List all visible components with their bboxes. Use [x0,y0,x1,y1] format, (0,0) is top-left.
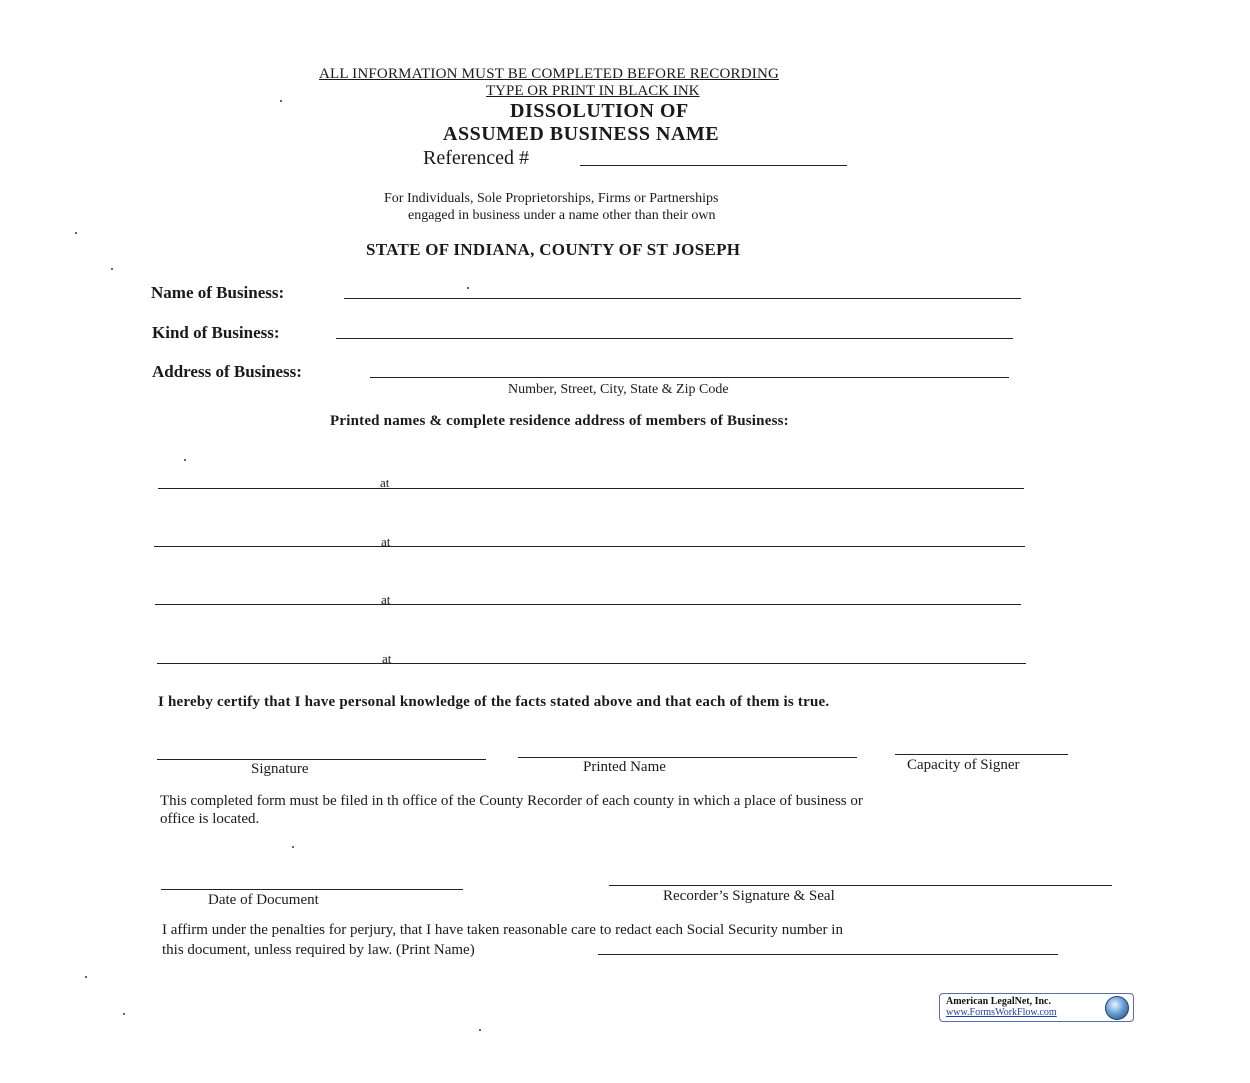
intro-line2: engaged in business under a name other than their own [408,208,716,223]
scan-speck [75,232,77,234]
scan-speck [123,1013,125,1015]
member-line-1[interactable] [158,488,1024,489]
member-line-4[interactable] [157,663,1026,664]
member-line-2[interactable] [154,546,1025,547]
name-of-business-field[interactable] [344,298,1021,299]
signature-label: Signature [251,761,309,777]
form-title-line1: DISSOLUTION OF [510,100,689,122]
certification-statement: I hereby certify that I have personal knowledge of the facts stated above and that each of them is true. [158,694,830,710]
kind-of-business-label: Kind of Business: [152,323,280,342]
ink-notice: TYPE OR PRINT IN BLACK INK [486,83,700,99]
scan-speck [479,1029,481,1031]
filing-note-line1: This completed form must be filed in th office of the County Recorder of each county in which a place of business or [160,793,863,809]
kind-of-business-field[interactable] [336,338,1013,339]
address-of-business-field[interactable] [370,377,1009,378]
date-of-document-label: Date of Document [208,892,319,908]
jurisdiction-heading: STATE OF INDIANA, COUNTY OF ST JOSEPH [366,240,741,259]
printed-name-field[interactable] [518,757,857,758]
member-line-3[interactable] [155,604,1021,605]
scan-speck [85,976,87,978]
signature-field[interactable] [157,759,486,760]
logo-url[interactable]: www.FormsWorkFlow.com [946,1007,1057,1018]
referenced-label: Referenced # [423,147,530,169]
american-legalnet-logo [939,993,1134,1022]
affirmation-line2: this document, unless required by law. (Print Name) [162,942,475,958]
scan-speck [184,459,186,461]
referenced-number-field[interactable] [580,165,847,166]
member-at-label: at [382,651,392,666]
globe-icon [1105,996,1129,1020]
members-heading: Printed names & complete residence address of members of Business: [330,413,789,429]
logo-company-name: American LegalNet, Inc. [946,996,1051,1007]
member-at-label: at [380,475,390,490]
scan-speck [280,100,282,102]
affirmation-line1: I affirm under the penalties for perjury, that I have taken reasonable care to redact each Social Security number in [162,922,843,938]
name-of-business-label: Name of Business: [151,283,285,302]
capacity-of-signer-label: Capacity of Signer [907,757,1020,773]
address-of-business-label: Address of Business: [152,362,302,381]
member-at-label: at [381,534,391,549]
printed-name-label: Printed Name [583,759,666,775]
recorder-signature-field[interactable] [609,885,1112,886]
form-title-line2: ASSUMED BUSINESS NAME [443,123,720,145]
capacity-of-signer-field[interactable] [895,754,1068,755]
scan-speck [467,287,469,289]
print-name-field[interactable] [598,954,1058,955]
date-of-document-field[interactable] [161,889,463,890]
intro-line1: For Individuals, Sole Proprietorships, Firms or Partnerships [384,191,719,206]
scan-speck [292,846,294,848]
member-at-label: at [381,592,391,607]
filing-note-line2: office is located. [160,811,260,827]
recorder-signature-label: Recorder’s Signature & Seal [663,888,835,904]
address-hint: Number, Street, City, State & Zip Code [508,382,729,397]
recording-notice: ALL INFORMATION MUST BE COMPLETED BEFORE RECORDING [319,66,780,82]
scan-speck [111,268,113,270]
